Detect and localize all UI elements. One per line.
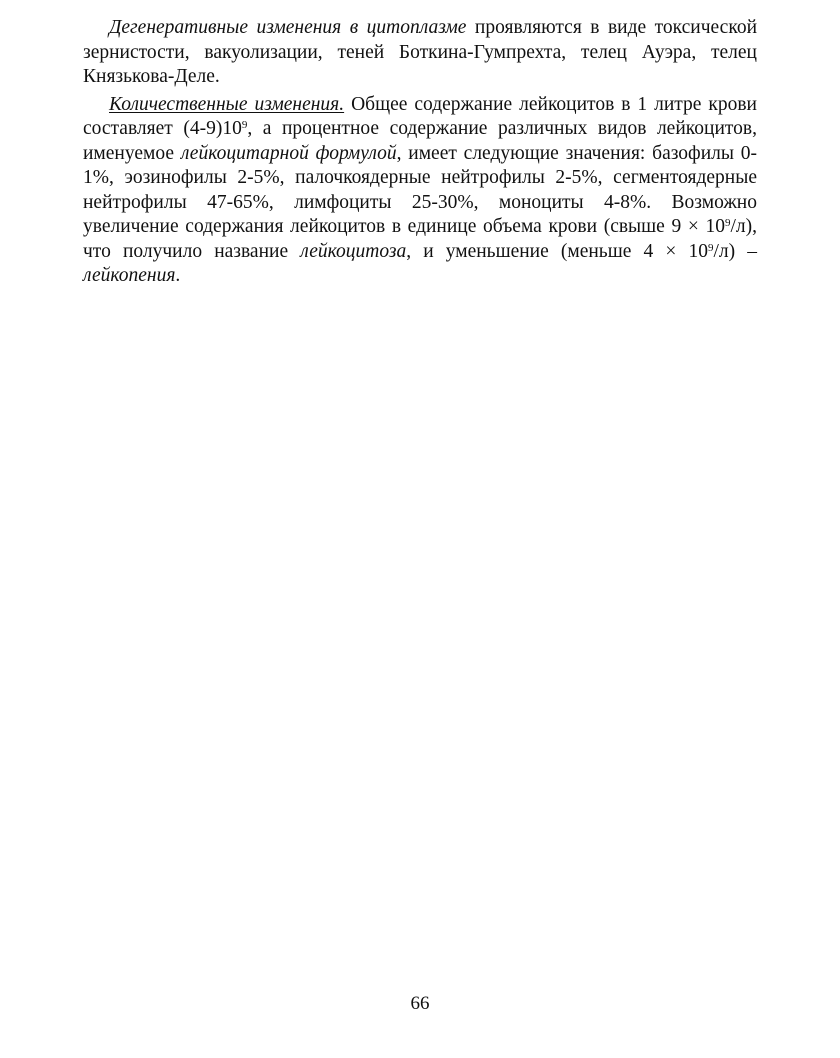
lead-quantitative-changes: Количественные изменения.	[109, 93, 345, 115]
term-leukocyte-formula: лейкоцитарной формулой	[180, 142, 397, 164]
paragraph1-body: проявляются в виде токсической зернистости, вакуолизации, теней Боткина-Гумпрехта, телец Ауэра, телец Князькова-Деле.	[83, 17, 757, 87]
paragraph2-text-6: /л) –	[713, 240, 757, 262]
paragraph-degenerative-changes	[83, 16, 757, 90]
paragraph2-text-3: , имеет следующие значения: базофилы 0-1%, эозинофилы 2-5%, палочкоядерные нейтрофилы 2-5%, сегментоядерные нейтрофилы 47-65%, лимфоциты 25-30%, моноциты 4-8%. Возможно увеличение содержания лейкоцитов в единице объема крови (свыше 9 × 10	[83, 142, 758, 237]
main-text	[83, 16, 757, 291]
paragraph2-text-2: , а процентное содержание различных видов лейкоцитов, именуемое	[83, 118, 757, 164]
paragraph-quantitative-changes	[83, 93, 757, 289]
paragraph2-text-1: Общее содержание лейкоцитов в 1 литре крови составляет (4-9)10	[83, 93, 757, 139]
exponent-3: 9	[707, 241, 714, 254]
paragraph2-text-4: /л), что получило название	[83, 216, 757, 262]
lead-degenerative-changes: Дегенеративные изменения в цитоплазме	[109, 17, 467, 38]
term-leukopenia: лейкопения	[83, 265, 176, 286]
paragraph2-text-5: , и уменьшение (меньше 4 × 10	[406, 240, 708, 262]
paragraph2-text-7: .	[175, 265, 181, 286]
exponent-1: 9	[241, 118, 248, 131]
page-number: 66	[410, 993, 430, 1014]
exponent-2: 9	[724, 216, 731, 229]
term-leukocytosis: лейкоцитоза	[300, 240, 407, 262]
